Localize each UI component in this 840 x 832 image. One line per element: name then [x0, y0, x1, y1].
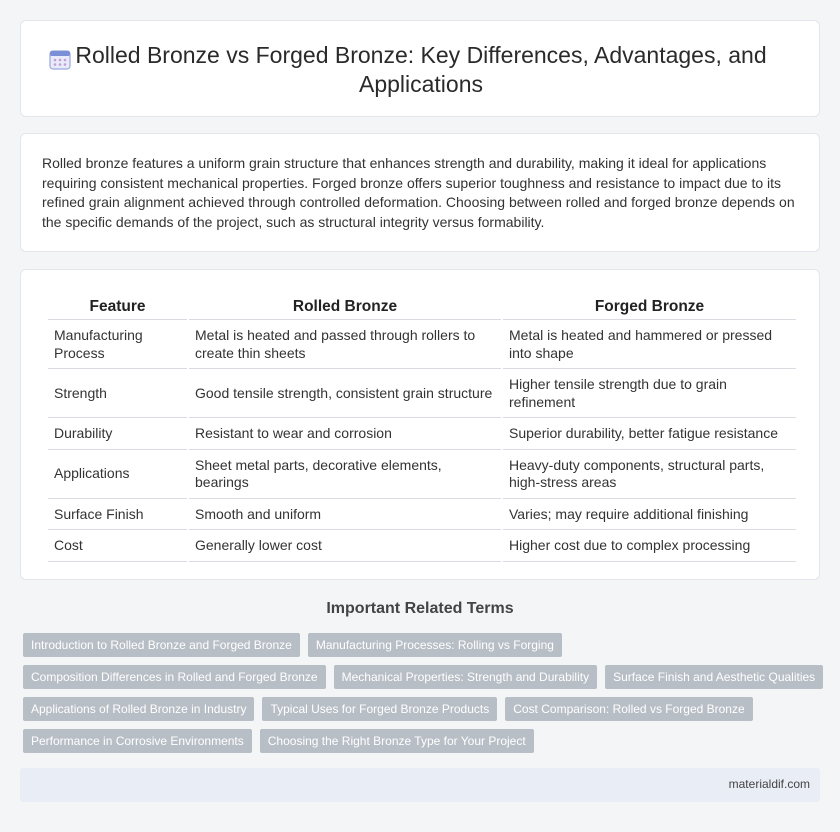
related-term-link[interactable]: Performance in Corrosive Environments: [23, 729, 252, 753]
intro-card: [20, 133, 820, 252]
related-term-link[interactable]: Applications of Rolled Bronze in Industry: [23, 697, 254, 721]
related-terms-list: [23, 633, 823, 761]
related-term-link[interactable]: Manufacturing Processes: Rolling vs Forging: [308, 633, 562, 657]
feature-cell: Cost: [48, 530, 187, 562]
forged-cell: Higher cost due to complex processing: [503, 530, 796, 562]
forged-cell: Metal is heated and hammered or pressed into shape: [503, 320, 796, 369]
feature-cell: Manufacturing Process: [48, 320, 187, 369]
footer-site-name: materialdif.com: [728, 777, 810, 791]
feature-cell: Surface Finish: [48, 499, 187, 531]
rolled-cell: Good tensile strength, consistent grain structure: [189, 369, 501, 418]
forged-cell: Heavy-duty components, structural parts, high-stress areas: [503, 450, 796, 499]
table-row: [48, 499, 796, 531]
table-row: [48, 320, 796, 369]
rolled-cell: Sheet metal parts, decorative elements, bearings: [189, 450, 501, 499]
related-terms-title: Important Related Terms: [326, 600, 514, 617]
related-term-link[interactable]: Typical Uses for Forged Bronze Products: [262, 697, 497, 721]
rolled-cell: Resistant to wear and corrosion: [189, 418, 501, 450]
table-row: [48, 530, 796, 562]
rolled-cell: Generally lower cost: [189, 530, 501, 562]
related-term-link[interactable]: Introduction to Rolled Bronze and Forged Bronze: [23, 633, 300, 657]
header-card: [20, 20, 820, 117]
footer: [20, 768, 820, 802]
related-term-link[interactable]: Cost Comparison: Rolled vs Forged Bronze: [505, 697, 752, 721]
table-row: [48, 450, 796, 499]
feature-cell: Applications: [48, 450, 187, 499]
comparison-table: [46, 295, 798, 562]
rolled-cell: Metal is heated and passed through rollers to create thin sheets: [189, 320, 501, 369]
table-header-row: [48, 295, 796, 320]
related-term-link[interactable]: Choosing the Right Bronze Type for Your Project: [260, 729, 534, 753]
header-forged-bronze: Forged Bronze: [503, 295, 796, 320]
related-term-link[interactable]: Mechanical Properties: Strength and Durability: [334, 665, 597, 689]
page-title: Rolled Bronze vs Forged Bronze: Key Differences, Advantages, and Applications: [75, 41, 767, 97]
related-term-link[interactable]: Composition Differences in Rolled and Forged Bronze: [23, 665, 326, 689]
comparison-table-card: [20, 269, 820, 580]
rolled-cell: Smooth and uniform: [189, 499, 501, 531]
forged-cell: Varies; may require additional finishing: [503, 499, 796, 531]
table-row: [48, 418, 796, 450]
related-term-link[interactable]: Surface Finish and Aesthetic Qualities: [605, 665, 823, 689]
header-rolled-bronze: Rolled Bronze: [189, 295, 501, 320]
feature-cell: Strength: [48, 369, 187, 418]
forged-cell: Higher tensile strength due to grain refinement: [503, 369, 796, 418]
intro-paragraph: Rolled bronze features a uniform grain structure that enhances strength and durability, making it ideal for applications requiring consistent mechanical properties. Forged bronze offers superior toughness and resistance to impact due to its refined grain alignment achieved through controlled deformation. Choosing between rolled and forged bronze depends on the specific demands of the project, such as structural integrity versus formability.: [42, 155, 795, 230]
header-feature: Feature: [48, 295, 187, 320]
table-row: [48, 369, 796, 418]
forged-cell: Superior durability, better fatigue resistance: [503, 418, 796, 450]
feature-cell: Durability: [48, 418, 187, 450]
